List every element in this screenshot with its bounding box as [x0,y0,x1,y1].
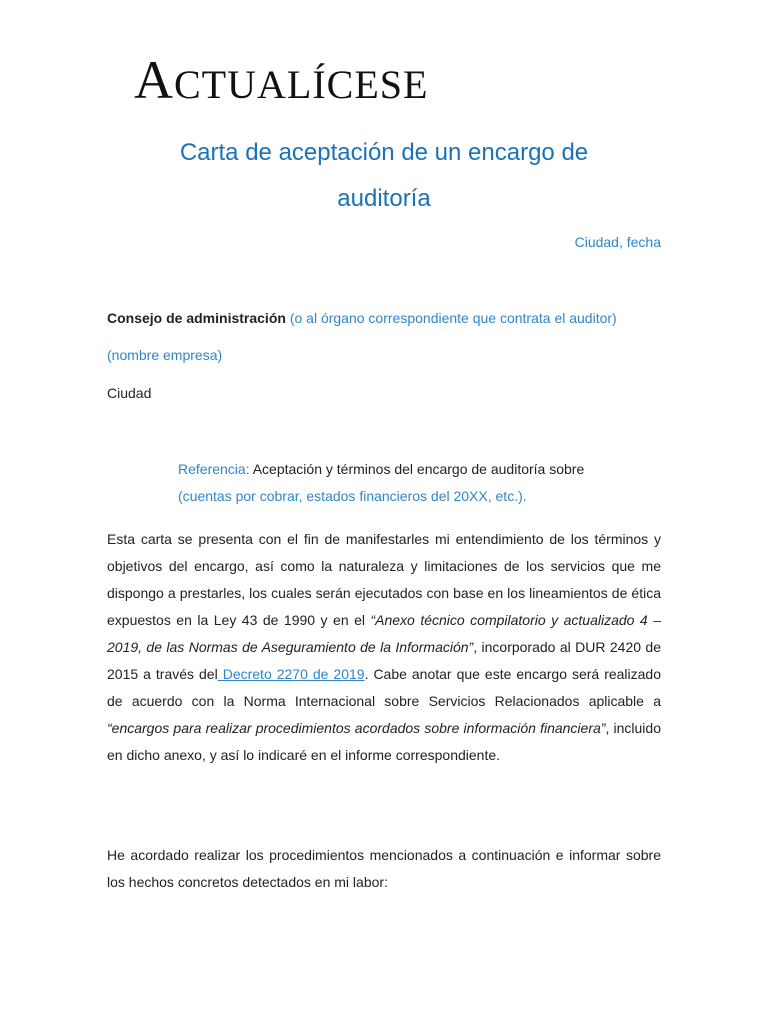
reference-block [178,456,658,510]
reference-label: Referencia: [178,461,250,477]
recipient-board-line [107,309,617,327]
recipient-company: (nombre empresa) [107,347,223,363]
recipient-city: Ciudad [107,385,152,401]
paragraph-intro-text-2: , incorporado al DUR 2420 de 2015 a través del [107,639,661,682]
city-date: Ciudad, fecha [574,234,661,250]
title-line-2: auditoría [337,185,431,212]
paragraph-intro-text-3: . Cabe anotar que este encargo será realizado de acuerdo con la Norma Internacional sobre Servicios Relacionados aplicable a [107,666,662,709]
reference-detail: (cuentas por cobrar, estados financieros del 20XX, etc.). [178,488,527,504]
logo-rest: CTUALÍCESE [174,62,429,107]
document-title [100,130,668,222]
paragraph-intro [107,526,661,769]
paragraph-intro-italic-1: “Anexo técnico compilatorio y actualizado 4 – 2019, de las Normas de Aseguramiento de la Información” [107,612,661,655]
paragraph-procedures: He acordado realizar los procedimientos mencionados a continuación e informar sobre los hechos concretos detectados en mi labor: [107,847,661,890]
paragraph-intro-text-1: Esta carta se presenta con el fin de manifestarles mi entendimiento de los términos y objetivos del encargo, así como la naturaleza y limitaciones de los servicios que me dispongo a prestarles, los cuales serán ejecutados con base en los lineamientos de ética expuestos en la Ley 43 de 1990 y en el [107,531,661,628]
recipient-board-note: (o al órgano correspondiente que contrata el auditor) [289,310,617,326]
paragraph-intro-italic-2: “encargos para realizar procedimientos acordados sobre información financiera” [107,720,606,736]
decreto-link[interactable]: Decreto 2270 de 2019 [217,666,365,682]
logo-initial: A [134,50,174,110]
paragraph-intro-text-4: , incluido en dicho anexo, y así lo indicaré en el informe correspondiente. [107,720,661,763]
actualicese-logo [134,50,428,115]
title-line-1: Carta de aceptación de un encargo de [179,139,589,166]
reference-text: Aceptación y términos del encargo de auditoría sobre [252,461,585,477]
recipient-board: Consejo de administración [107,310,286,326]
